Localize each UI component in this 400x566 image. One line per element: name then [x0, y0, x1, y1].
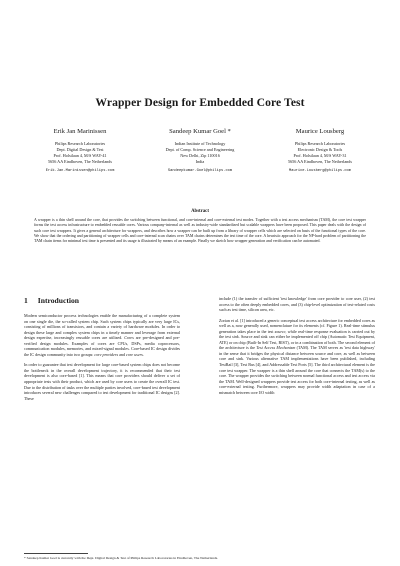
paragraph-text: , while real-time response evaluation is carried out by the test — [219, 328, 376, 340]
paragraph-text: . — [142, 351, 144, 357]
author-affiliation-line: Philips Research Laboratories — [294, 141, 346, 146]
footnote-divider — [24, 553, 88, 554]
paragraph-emphasis: Test Access Mechanism — [256, 345, 296, 351]
author-email: Sandeepkumar.Goel@philips.com — [167, 169, 233, 174]
paragraph-emphasis: sink — [232, 334, 239, 340]
body-paragraph — [24, 362, 180, 401]
paragraph-text: Modern semiconductor process technologies enable the manufacturing of a complete system on one single die, the so-called system chip. Such system chips typically are very large ICs, consisting of millions of transistors, and contain a variety of hardware modules. In order to design these large and complex system chips in a timely manner and leverage from external design expertise, increasingly reusable cores are utilized. — [24, 313, 180, 341]
paragraph-text: Zorian et al. [1] introduced a generic conceptual test access architecture for embedded cores as well as a, now generally used, nomenclature for its elements (cf. Figure 1). Real-time stimulus generation takes place in the test — [219, 317, 375, 334]
left-column — [24, 296, 180, 404]
author-1 — [20, 128, 140, 174]
author-affiliation-line: New Delhi, Zip 110016 — [180, 153, 220, 159]
paragraph-text: . Source and sink can either be implemented off chip (Automatic Test Equipment, ATE) or on chip (Built-In Self Test, BIST), or in a combination of both. The second element of the architecture is the — [219, 334, 375, 351]
body-paragraph — [24, 313, 180, 357]
author-affiliation-line: India — [195, 159, 205, 165]
author-affiliation-line: Prof. Holstlaan 4, M/S WAY-41 — [53, 153, 107, 159]
paragraph-emphasis: Cores — [124, 335, 134, 341]
author-affiliation-line: 5656 AA Eindhoven, The Netherlands — [47, 159, 112, 165]
author-affiliation-line: Philips Research Laboratories — [54, 141, 106, 146]
paragraph-text: (TAM). The TAM serves as 'test data highway' in the sense that it bridges the physical distance between source and core, as well as between core and sink. Various alternative TAM implementations have been published, including TestRail [3], Test Bus [4], and Addressable Test Ports [5]. The third architectural element is the core test wrapper. The wrapper is a thin shell around the core that connects the TAM(s) to the core. The wrapper provides the switching between normal functional access and test access via the TAM. Well-designed wrappers provide test access for both core-internal testing, as well as core-external testing. Furthermore, wrappers may provide width adaptation in case of a mismatch between core I/O width — [219, 345, 375, 395]
paragraph-text: are pre-designed and pre-verified design modules. Examples of cores are CPUs, DSPs, media coprocessors, communication modules, memories, and mixed-signal modules. Core-based IC design divides the IC design community into two groups: — [24, 335, 180, 357]
author-2 — [140, 128, 260, 174]
section-heading — [24, 296, 180, 305]
author-affiliation-line: Indian Institute of Technology — [174, 141, 226, 146]
author-affiliation-line: 5656 AA Eindhoven, The Netherlands — [287, 159, 352, 165]
author-affiliation-line: Prof. Holstlaan 4, M/S WAY-31 — [293, 153, 347, 159]
footnote: * Sandeep Kumar Goel is currently with the Dept. Digital Design & Test of Philips Research Laboratories in Eindhoven, The Netherlands. — [24, 555, 218, 560]
author-block — [20, 128, 380, 174]
right-column — [219, 296, 375, 398]
author-email: Erik.Jan.Marinissen@philips.com — [45, 169, 115, 174]
body-paragraph — [219, 296, 375, 313]
body-paragraph — [219, 318, 375, 396]
abstract-body: A wrapper is a thin shell around the core, that provides the switching between functional, and core-internal and core-external test modes. Together with a test access mechanism (TAM), the core test wrapper forms the test access infrastructure to embedded reusable cores. Various company-internal as well as industry-wide standardized but scalable wrappers have been proposed. This paper deals with the design of such core test wrappers. It gives a general architecture for wrappers, and describes how a wrapper can be built up from a library of wrapper cells which are selected on basis of the functional types of the core. We show that the ordering and partitioning of wrapper cells and core-internal scan chains over TAM chains determines the test time of the core. A heuristic approach for the NP-hard problem of partitioning the TAM chain items for minimal test time is presented and its usage is illustrated by means of an example. Finally we sketch how wrapper generation and verification can be automated. — [34, 217, 366, 243]
author-affiliation-line: Dept. Digital Design & Test — [56, 147, 104, 153]
paragraph-emphasis: core providers — [94, 351, 119, 357]
paragraph-emphasis: core users — [126, 351, 143, 357]
paragraph-emphasis: source — [274, 328, 286, 334]
author-3 — [260, 128, 380, 174]
author-name: Erik Jan Marinissen — [53, 128, 107, 135]
paragraph-text: In order to guarantee that test development for large core-based system chips does not become the bottleneck in the overall development trajectory, it is recommended that their test development is also core-based [1]. This means that core providers should deliver a set of appropriate tests with their product, which are used by core users to create the overall IC test. Due to the distribution of tasks over the multiple parties involved, core-based test development introduces several new challenges compared to test development for traditional IC designs [2]. These — [24, 362, 180, 401]
paragraph-text: and — [118, 351, 127, 357]
author-name: Sandeep Kumar Goel * — [169, 128, 231, 135]
author-email: Maurice.Lousberg@philips.com — [289, 169, 351, 174]
section-number: 1 — [24, 296, 28, 305]
author-affiliation-line: Electronic Design & Tools — [297, 147, 343, 153]
author-name: Maurice Lousberg — [295, 128, 345, 135]
abstract-heading: Abstract — [191, 209, 209, 214]
paragraph-text: include (1) the transfer of sufficient 'test knowledge' from core provider to core user, (2) test access to the often deeply embedded cores, and (3) chip-level optimization of test-related costs such as test time, silicon area, etc. — [219, 296, 375, 313]
section-title: Introduction — [37, 296, 80, 305]
paper-title: Wrapper Design for Embedded Core Test — [95, 96, 305, 109]
author-affiliation-line: Dept. of Comp. Science and Engineering — [165, 147, 235, 153]
